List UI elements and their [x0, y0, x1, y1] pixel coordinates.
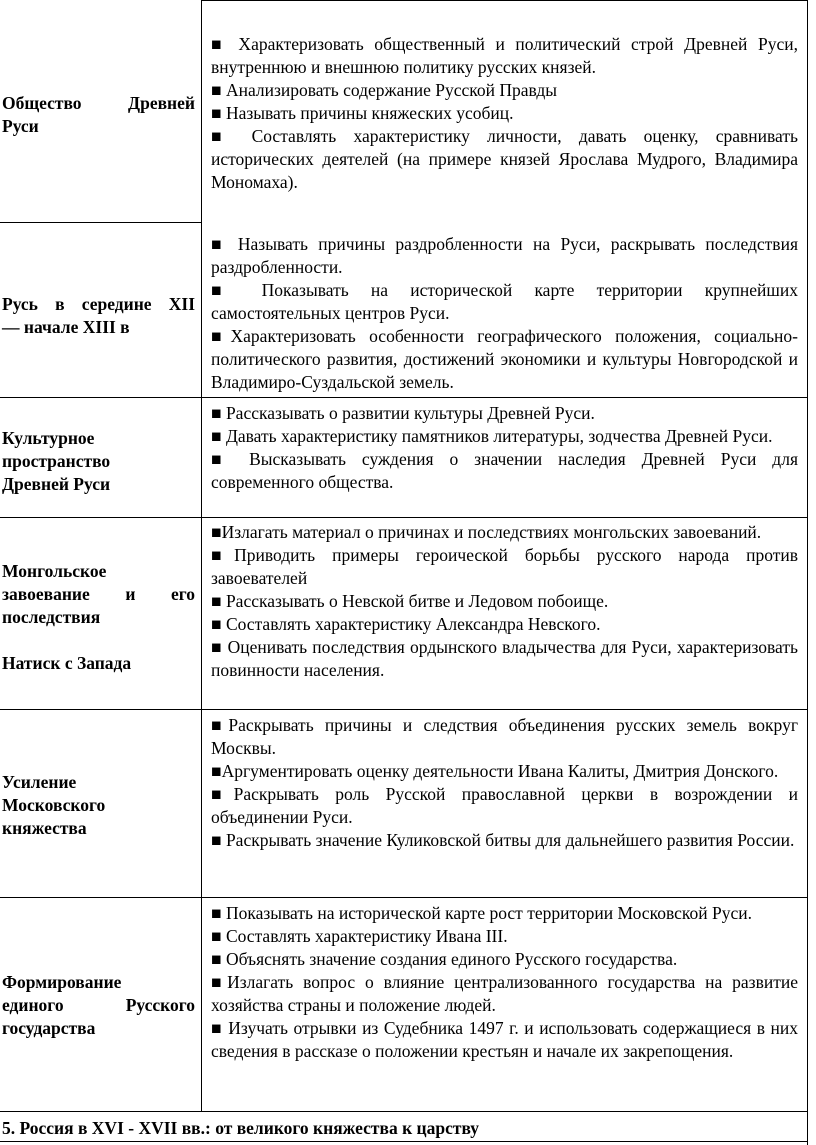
table-row-goals	[211, 233, 798, 394]
row-divider	[0, 397, 808, 398]
goal-item: ■ Составлять характеристику Александра Невского.	[211, 614, 601, 634]
row-divider	[0, 517, 808, 518]
table-row-topic	[2, 971, 195, 1040]
table-row-topic	[2, 560, 195, 675]
row-divider	[0, 1111, 808, 1112]
row-divider	[0, 1141, 808, 1142]
topic-line: Монгольское	[2, 561, 107, 581]
goal-item: ■ Рассказывать о развитии культуры Древней Руси.	[211, 403, 595, 423]
row-divider	[0, 897, 808, 898]
topic-line: Общество Древней	[2, 93, 195, 113]
row-divider	[0, 222, 202, 223]
goal-item: ■Раскрывать роль Русской православной церкви в возрождении и объединении Руси.	[211, 784, 798, 827]
topic-line: Руси	[2, 116, 39, 136]
goal-item: ■Излагать вопрос о влияние централизованного государства на развитие хозяйства страны и положение людей.	[211, 972, 798, 1015]
goal-item: ■Приводить примеры героической борьбы русского народа против завоевателей	[211, 545, 798, 588]
topic-spacer	[2, 629, 195, 652]
goal-item: ■Раскрывать причины и следствия объединения русских земель вокруг Москвы.	[211, 715, 798, 758]
goal-item: ■ Рассказывать о Невской битве и Ледовом побоище.	[211, 591, 609, 611]
table-row-goals	[211, 33, 798, 194]
topic-line: Усиление	[2, 772, 77, 792]
section-heading: 5. Россия в XVI - XVII вв.: от великого княжества к царству	[2, 1118, 480, 1138]
goal-item: ■ Раскрывать значение Куликовской битвы для дальнейшего развития России.	[211, 830, 795, 850]
topic-line: пространство	[2, 451, 111, 471]
table-row-goals	[211, 402, 798, 494]
table-right-border	[807, 0, 808, 1145]
goal-item: ■ Объяснять значение создания единого Русского государства.	[211, 949, 678, 969]
goal-item: ■ Изучать отрывки из Судебника 1497 г. и использовать содержащиеся в них сведения в рассказе о положении крестьян и начале их закрепощения.	[211, 1018, 798, 1061]
goal-item: ■ Называть причины раздробленности на Руси, раскрывать последствия раздробленности.	[211, 234, 798, 277]
goal-item: ■Характеризовать особенности географического положения, социально-политического развития, достижений экономики и культуры Новгородской и Владимиро-Суздальской земель.	[211, 326, 798, 392]
goal-item: ■Аргументировать оценку деятельности Ивана Калиты, Дмитрия Донского.	[211, 761, 779, 781]
topic-line: Русь в середине XII	[2, 294, 195, 314]
topic-line: Московского	[2, 795, 106, 815]
table-row-topic	[2, 427, 195, 496]
goal-item: ■ Характеризовать общественный и политический строй Древней Руси, внутреннюю и внешнюю политику русских князей.	[211, 34, 798, 77]
topic-line: единого Русского	[2, 995, 195, 1015]
goal-item: ■ Анализировать содержание Русской Правды	[211, 80, 558, 100]
topic-line: завоевание и его	[2, 584, 195, 604]
goal-item: ■ Показывать на исторической карте рост территории Московской Руси.	[211, 903, 752, 923]
topic-line: Древней Руси	[2, 474, 111, 494]
table-row-topic	[2, 293, 195, 339]
topic-line: княжества	[2, 818, 87, 838]
goal-item: ■ Составлять характеристику Ивана III.	[211, 926, 508, 946]
column-divider	[201, 0, 202, 1112]
table-row-goals	[211, 902, 798, 1063]
topic-line: Натиск с Запада	[2, 653, 132, 673]
goal-item: ■ Оценивать последствия ордынского владычества для Руси, характеризовать повинности населения.	[211, 637, 798, 680]
goal-item: ■ Высказывать суждения о значении наследия Древней Руси для современного общества.	[211, 449, 798, 492]
goal-item: ■Излагать материал о причинах и последствиях монгольских завоеваний.	[211, 522, 762, 542]
table-row-goals	[211, 521, 798, 682]
table-row-topic	[2, 771, 195, 840]
row-divider	[0, 709, 808, 710]
table-top-border	[202, 0, 808, 1]
topic-line: Культурное	[2, 428, 95, 448]
topic-line: Формирование	[2, 972, 122, 992]
table-row-topic	[2, 92, 195, 138]
goal-item: ■ Составлять характеристику личности, давать оценку, сравнивать исторических деятелей (на примере князей Ярослава Мудрого, Владимира Мономаха).	[211, 126, 798, 192]
topic-line: — начале XIII в	[2, 317, 130, 337]
goal-item: ■ Показывать на исторической карте территории крупнейших самостоятельных центров Руси.	[211, 280, 798, 323]
table-row-goals	[211, 714, 798, 852]
topic-line: последствия	[2, 607, 101, 627]
goal-item: ■ Давать характеристику памятников литературы, зодчества Древней Руси.	[211, 426, 773, 446]
goal-item: ■ Называть причины княжеских усобиц.	[211, 103, 514, 123]
topic-line: государства	[2, 1018, 96, 1038]
